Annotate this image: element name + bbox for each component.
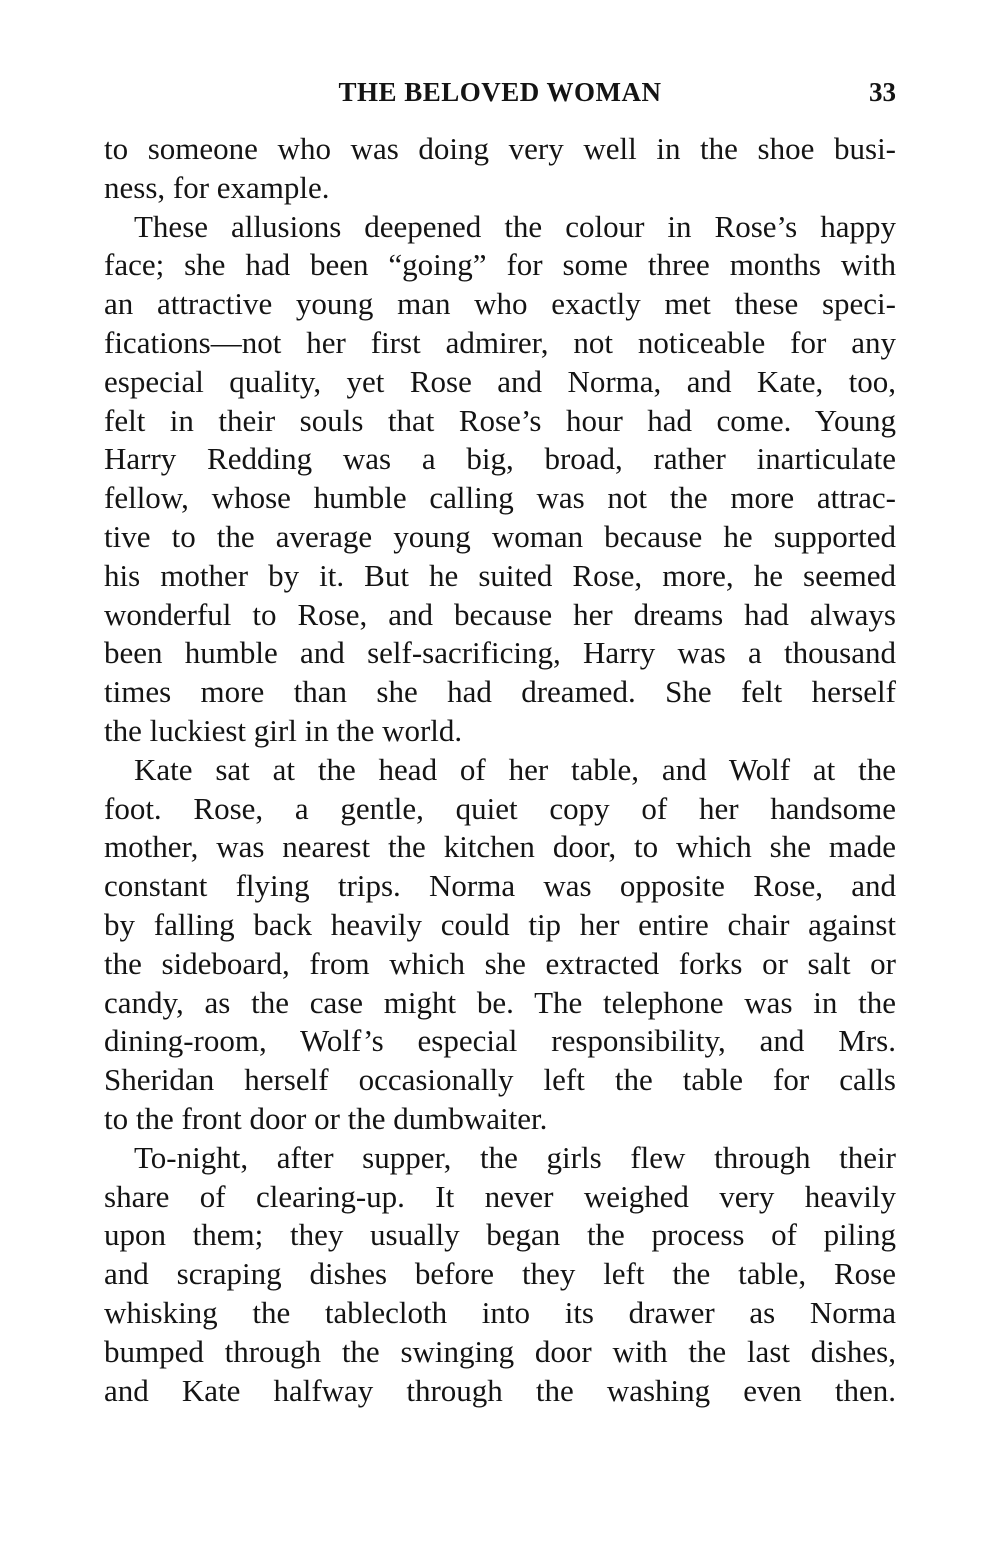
text-line: by falling back heavily could tip her entire chair against bbox=[104, 906, 896, 942]
text-line: to the front door or the dumbwaiter. bbox=[104, 1100, 548, 1136]
text-line: ness, for example. bbox=[104, 169, 330, 205]
text-line: constant flying trips. Norma was opposite Rose, and bbox=[104, 868, 896, 904]
running-title: THE BELOVED WOMAN bbox=[338, 77, 662, 107]
text-line: tive to the average young woman because he supported bbox=[104, 518, 896, 554]
text-line: especial quality, yet Rose and Norma, and Kate, too, bbox=[104, 363, 896, 399]
text-line: wonderful to Rose, and because her dreams had always bbox=[104, 596, 896, 632]
text-line: the luckiest girl in the world. bbox=[104, 712, 463, 748]
text-line: These allusions deepened the colour in Rose’s happy bbox=[134, 208, 896, 244]
text-line: times more than she had dreamed. She felt herself bbox=[104, 674, 896, 710]
text-line: candy, as the case might be. The telephone was in the bbox=[104, 984, 896, 1020]
text-line: mother, was nearest the kitchen door, to which she made bbox=[104, 829, 896, 865]
text-line: an attractive young man who exactly met these speci- bbox=[104, 286, 896, 322]
text-line: and Kate halfway through the washing even then. bbox=[104, 1372, 896, 1408]
text-line: and scraping dishes before they left the table, Rose bbox=[104, 1256, 896, 1292]
text-line: whisking the tablecloth into its drawer as Norma bbox=[104, 1294, 896, 1330]
text-line: bumped through the swinging door with the last dishes, bbox=[104, 1333, 896, 1369]
body-text bbox=[104, 130, 896, 1410]
text-line: fellow, whose humble calling was not the more attrac- bbox=[104, 480, 896, 516]
text-line: share of clearing-up. It never weighed very heavily bbox=[104, 1178, 896, 1214]
text-line: his mother by it. But he suited Rose, more, he seemed bbox=[104, 557, 896, 593]
text-line: Sheridan herself occasionally left the table for calls bbox=[104, 1062, 896, 1098]
text-line: felt in their souls that Rose’s hour had come. Young bbox=[104, 402, 896, 438]
text-line: face; she had been “going” for some three months with bbox=[104, 247, 896, 283]
text-line: fications—not her first admirer, not noticeable for any bbox=[104, 324, 896, 360]
text-line: to someone who was doing very well in the shoe busi- bbox=[104, 131, 896, 166]
text-line: dining-room, Wolf’s especial responsibility, and Mrs. bbox=[104, 1023, 896, 1059]
text-line: foot. Rose, a gentle, quiet copy of her handsome bbox=[104, 790, 896, 826]
text-line: upon them; they usually began the process of piling bbox=[104, 1217, 896, 1253]
page-number: 33 bbox=[869, 77, 896, 107]
text-line: been humble and self-sacrificing, Harry was a thousand bbox=[104, 635, 896, 671]
text-line: Harry Redding was a big, broad, rather inarticulate bbox=[104, 441, 896, 477]
text-line: the sideboard, from which she extracted forks or salt or bbox=[104, 945, 896, 981]
text-line: To-night, after supper, the girls flew through their bbox=[134, 1139, 896, 1175]
running-head bbox=[104, 72, 896, 112]
text-line: Kate sat at the head of her table, and Wolf at the bbox=[134, 751, 896, 787]
